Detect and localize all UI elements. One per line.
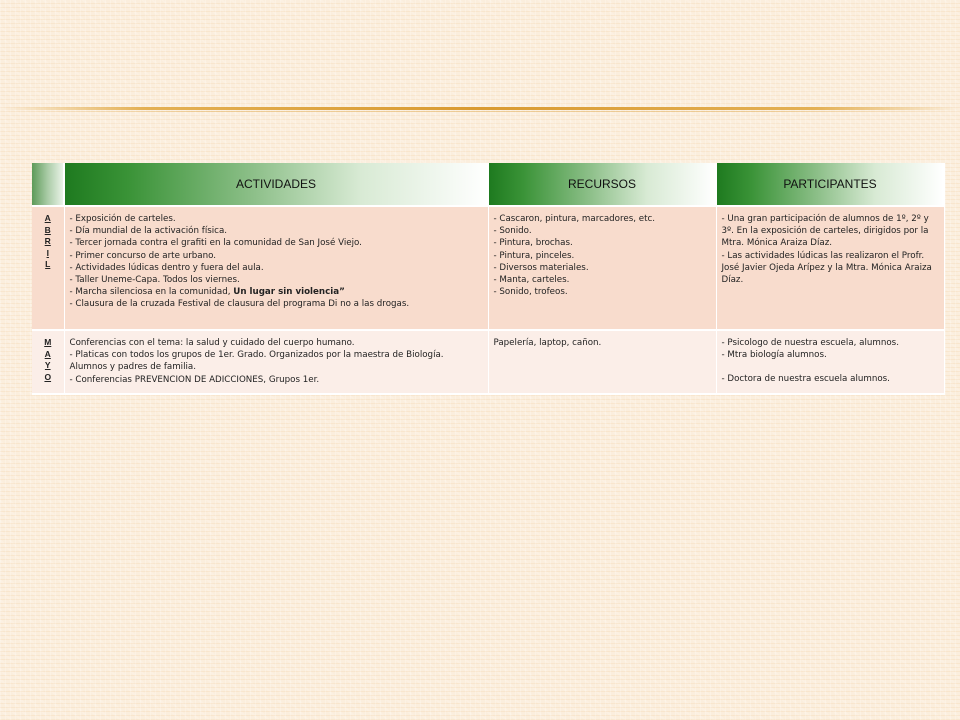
header-participantes: PARTICIPANTES: [716, 163, 944, 206]
activity-item: - Exposición de carteles.: [69, 214, 176, 224]
month-letter: I: [46, 247, 49, 258]
month-letter: Y: [44, 360, 51, 370]
month-cell-abril: [32, 206, 64, 330]
month-cell-mayo: [32, 330, 64, 394]
decorative-line-thin: [0, 111, 960, 112]
recursos-cell-abril: [488, 206, 716, 330]
activity-item: - Taller Uneme-Capa. Todos los viernes.: [69, 275, 240, 286]
activity-item: Alumnos y padres de familia.: [69, 362, 196, 373]
activity-item: - Platicas con todos los grupos de 1er. Grado. Organizados por la maestra de Biología.: [69, 350, 444, 361]
activities-table-container: [32, 163, 944, 395]
activity-item: - Primer concurso de arte urbano.: [69, 250, 217, 261]
activity-item: [70, 286, 484, 298]
activity-item: - Conferencias PREVENCION DE ADICCIONES, Grupos 1er.: [69, 374, 320, 385]
resource-item: - Diversos materiales.: [493, 262, 589, 273]
month-letter: A: [44, 348, 51, 359]
month-letter: B: [44, 224, 51, 235]
activities-table: [32, 163, 945, 395]
participant-item: - Una gran participación de alumnos de 1º, 2º y 3º. En la exposición de carteles, dirigidos por la Mtra. Mónica Araiza Díaz.: [721, 214, 929, 249]
activity-item: - Clausura de la cruzada Festival de clausura del programa Di no a las drogas.: [69, 299, 410, 310]
month-letter: M: [44, 337, 52, 347]
participantes-cell-abril: [716, 206, 944, 330]
activity-item-emphasis: Un lugar sin violencia”: [233, 287, 345, 298]
participant-item: - Doctora de nuestra escuela alumnos.: [721, 374, 890, 385]
resource-item: - Pintura, pinceles.: [493, 250, 575, 261]
actividades-cell-abril: [64, 206, 488, 330]
activity-item: - Actividades lúdicas dentro y fuera del aula.: [69, 262, 264, 273]
participant-item: - Las actividades lúdicas las realizaron el Profr. José Javier Ojeda Arípez y la Mtra. Mónica Araiza Díaz.: [721, 250, 932, 286]
resource-item: - Sonido, trofeos.: [493, 287, 568, 298]
table-row-abril: [32, 206, 944, 330]
activity-item: - Tercer jornada contra el grafiti en la comunidad de San José Viejo.: [69, 238, 362, 249]
participant-item: - Psicologo de nuestra escuela, alumnos.: [721, 338, 899, 348]
month-letter: A: [44, 213, 51, 223]
month-letter: O: [44, 371, 52, 382]
resource-item: Papelería, laptop, cañon.: [493, 338, 602, 348]
resource-item: - Manta, carteles.: [493, 275, 570, 286]
month-letter: L: [45, 259, 51, 269]
header-corner-cell: [32, 163, 64, 206]
decorative-line: [0, 107, 960, 110]
participant-item: - Mtra biología alumnos.: [721, 350, 827, 361]
month-letter: R: [44, 236, 51, 246]
recursos-cell-mayo: [488, 330, 716, 394]
table-row-mayo: [32, 330, 944, 394]
header-recursos: RECURSOS: [488, 163, 716, 206]
activity-item: Conferencias con el tema: la salud y cuidado del cuerpo humano.: [69, 338, 355, 348]
actividades-cell-mayo: [64, 330, 488, 394]
resource-item: - Sonido.: [493, 226, 532, 237]
header-actividades: ACTIVIDADES: [64, 163, 488, 206]
activity-item-text: - Marcha silenciosa en la comunidad,: [69, 287, 234, 298]
header-row: [32, 163, 944, 206]
resource-item: - Pintura, brochas.: [493, 238, 573, 249]
activity-item: - Día mundial de la activación física.: [69, 226, 228, 237]
participantes-cell-mayo: [716, 330, 944, 394]
resource-item: - Cascaron, pintura, marcadores, etc.: [493, 214, 656, 224]
